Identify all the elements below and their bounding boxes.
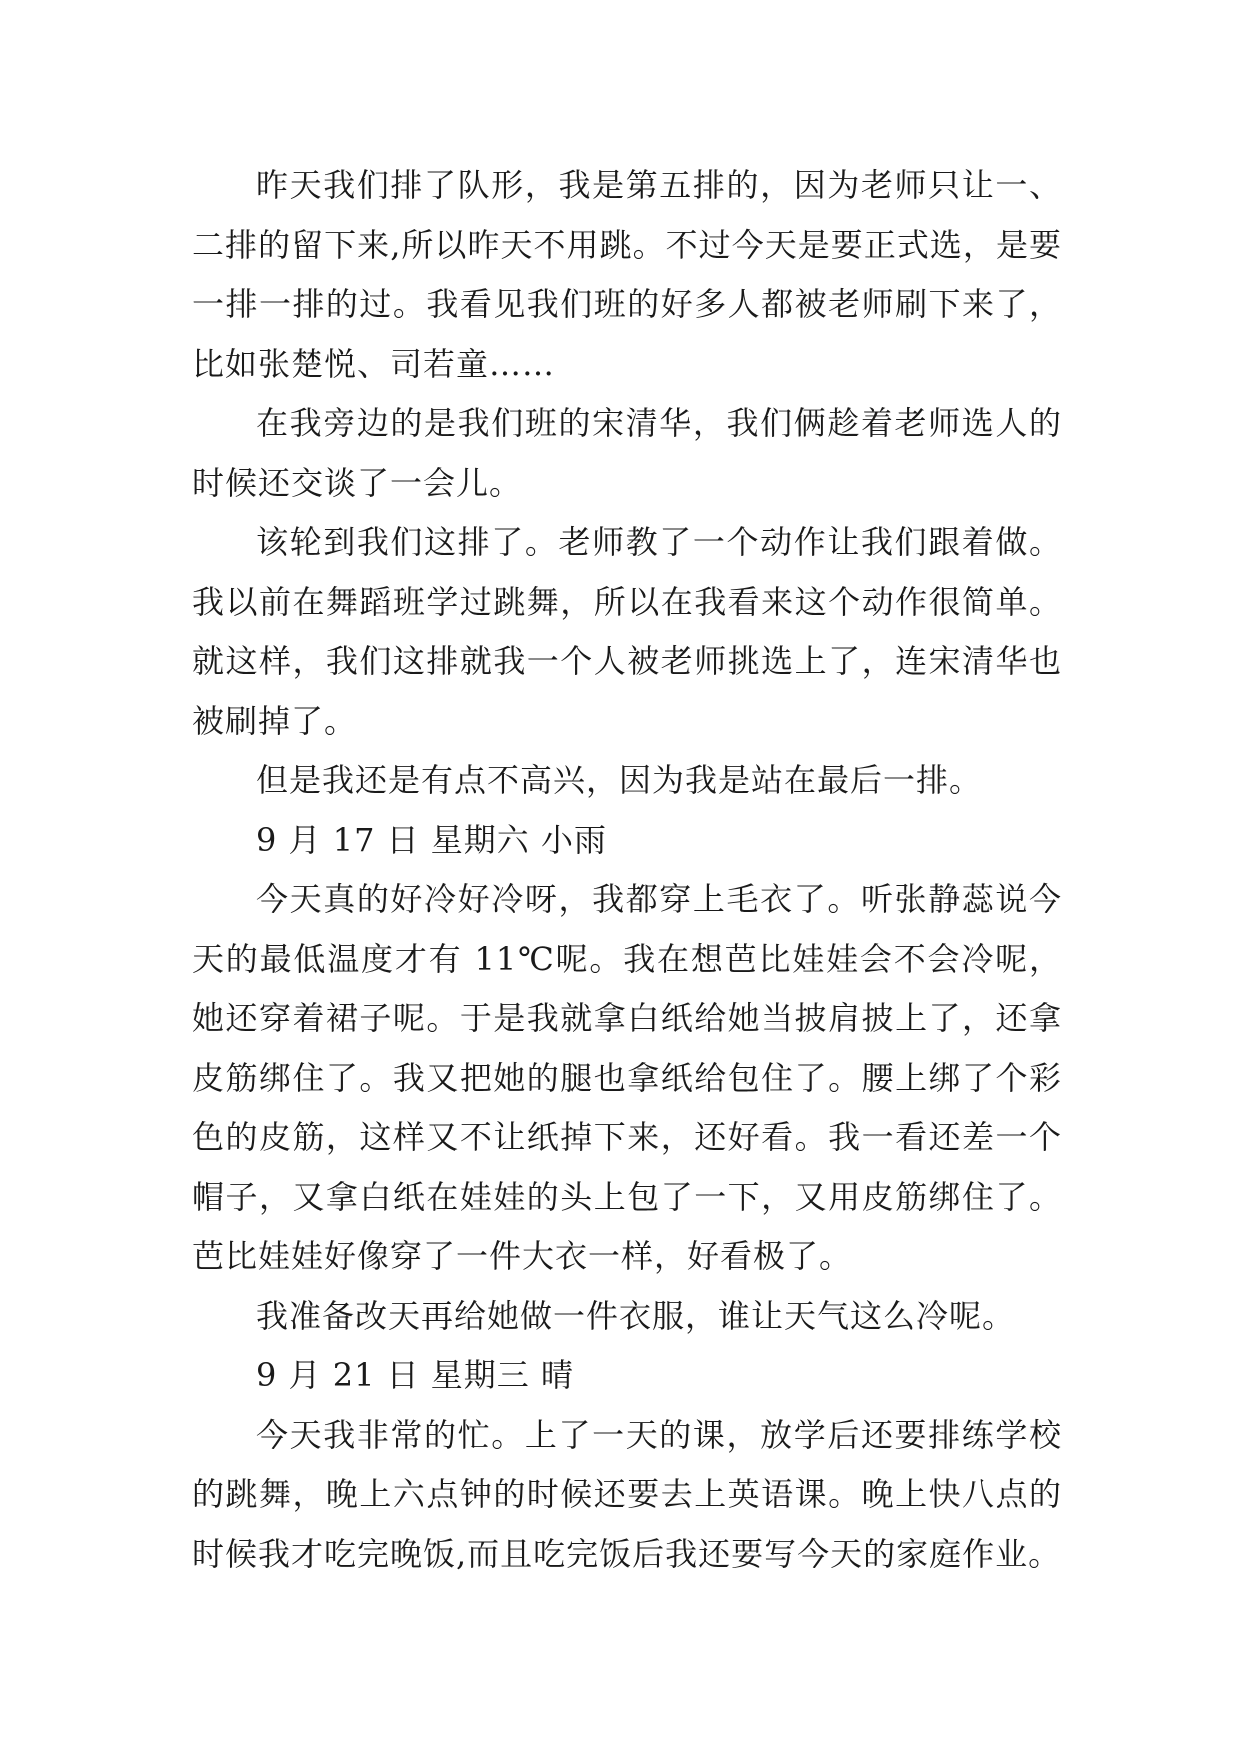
body-text [192,156,1062,1584]
paragraph-selection: 该轮到我们这排了。老师教了一个动作让我们跟着做。我以前在舞蹈班学过跳舞，所以在我看来这个动作很简单。就这样，我们这排就我一个人被老师挑选上了，连宋清华也被刷掉了。 [192,523,1062,740]
paragraph-plan: 我准备改天再给她做一件衣服，谁让天气这么冷呢。 [256,1296,1016,1335]
paragraph-cold-day: 今天真的好冷好冷呀，我都穿上毛衣了。听张静蕊说今天的最低温度才有 11℃呢。我在想芭比娃娃会不会冷呢，她还穿着裙子呢。于是我就拿白纸给她当披肩披上了，还拿皮筋绑住了。我又把她的腿也拿纸给包住了。腰上绑了个彩色的皮筋，这样又不让纸掉下来，还好看。我一看还差一个帽子，又拿白纸在娃娃的头上包了一下，又用皮筋绑住了。芭比娃娃好像穿了一件大衣一样，好看极了。 [192,880,1062,1275]
paragraph-busy-day: 今天我非常的忙。上了一天的课，放学后还要排练学校的跳舞，晚上六点钟的时候还要去上英语课。晚上快八点的时候我才吃完晚饭,而且吃完饭后我还要写今天的家庭作业。 [192,1415,1062,1573]
paragraph-chat: 在我旁边的是我们班的宋清华，我们俩趁着老师选人的时候还交谈了一会儿。 [192,404,1062,502]
diary-date-heading: 9 月 21 日 星期三 晴 [256,1356,574,1394]
diary-date-heading: 9 月 17 日 星期六 小雨 [256,820,607,859]
paragraph-unhappy: 但是我还是有点不高兴，因为我是站在最后一排。 [256,761,983,799]
paragraph-formation: 昨天我们排了队形，我是第五排的，因为老师只让一、二排的留下来,所以昨天不用跳。不过今天是要正式选，是要一排一排的过。我看见我们班的好多人都被老师刷下来了，比如张楚悦、司若童…… [192,166,1062,383]
